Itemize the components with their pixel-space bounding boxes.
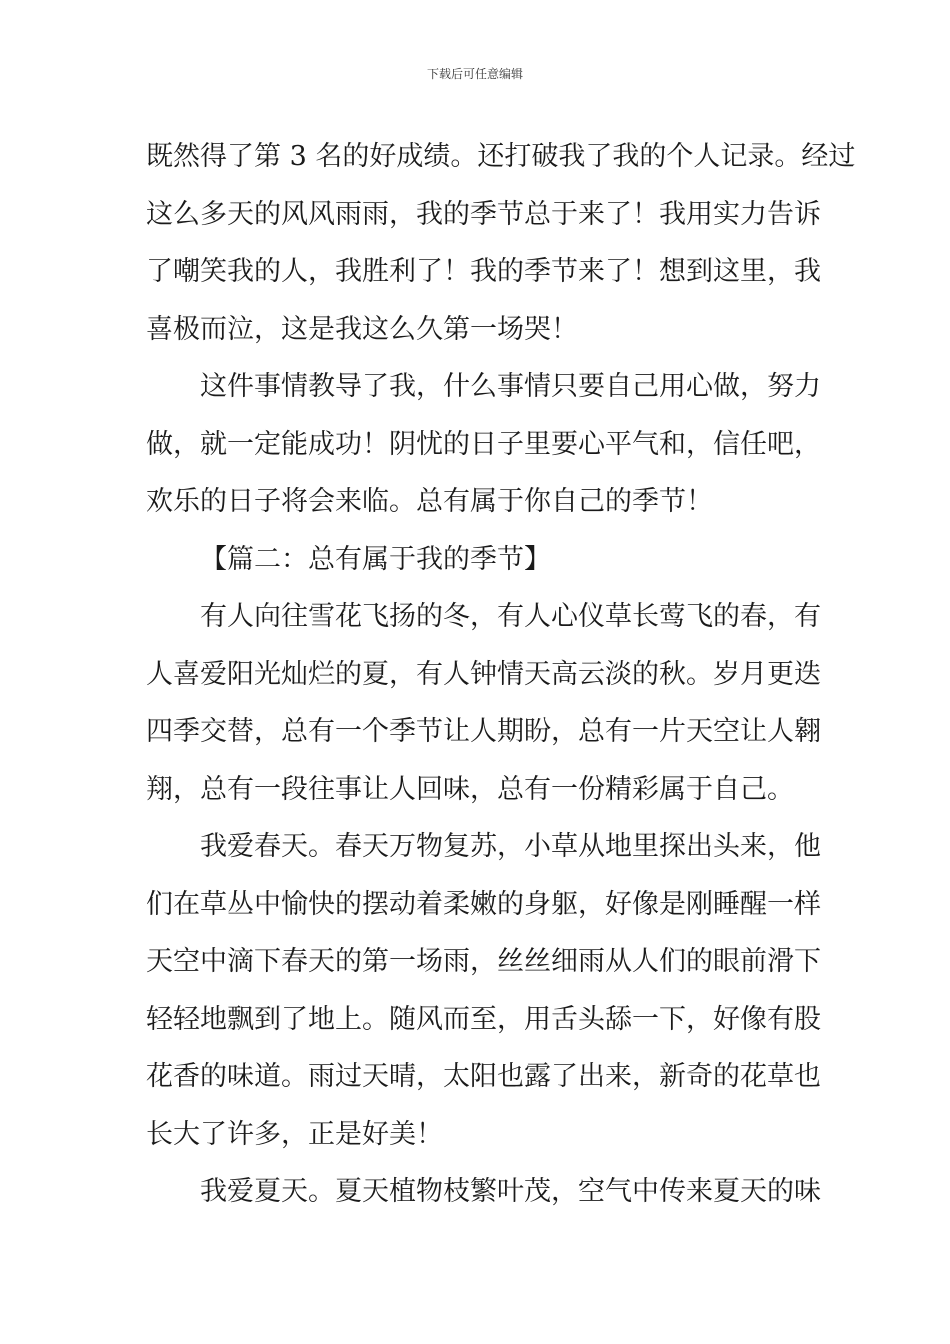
text-line: 这么多天的风风雨雨，我的季节总于来了！我用实力告诉 [146, 198, 821, 230]
text-line: 既然得了第 3 名的好成绩。还打破我了我的个人记录。经过 [146, 141, 856, 172]
text-line: 欢乐的日子将会来临。总有属于你自己的季节！ [146, 486, 713, 517]
text-line: 翔，总有一段往事让人回味，总有一份精彩属于自己。 [146, 773, 794, 805]
text-line: 天空中滴下春天的第一场雨，丝丝细雨从人们的眼前滑下 [146, 946, 821, 977]
page-header: 下载后可任意编辑 [426, 67, 523, 81]
paragraph-first-line: 有人向往雪花飞扬的冬，有人心仪草长莺飞的春，有 [200, 601, 821, 632]
document-body [146, 128, 856, 1221]
text-line: 轻轻地飘到了地上。随风而至，用舌头舔一下，好像有股 [146, 1003, 821, 1035]
text-line: 人喜爱阳光灿烂的夏，有人钟情天高云淡的秋。岁月更迭 [146, 658, 821, 690]
text-line: 做，就一定能成功！阴忧的日子里要心平气和，信任吧， [146, 428, 821, 460]
text-line: 花香的味道。雨过天晴，太阳也露了出来，新奇的花草也 [146, 1061, 821, 1092]
section-heading: 【篇二：总有属于我的季节】 [200, 543, 551, 575]
text-line: 了嘲笑我的人，我胜利了！我的季节来了！想到这里，我 [146, 256, 821, 287]
paragraph-first-line: 这件事情教导了我，什么事情只要自己用心做，努力 [200, 371, 821, 402]
paragraph-first-line: 我爱夏天。夏天植物枝繁叶茂，空气中传来夏天的味 [200, 1176, 821, 1207]
text-line: 喜极而泣，这是我这么久第一场哭！ [146, 313, 578, 345]
text-line: 四季交替，总有一个季节让人期盼，总有一片天空让人翱 [146, 716, 821, 747]
text-line: 长大了许多，正是好美！ [146, 1118, 443, 1150]
text-line: 们在草丛中愉快的摆动着柔嫩的身躯，好像是刚睡醒一样 [146, 888, 821, 920]
paragraph-first-line: 我爱春天。春天万物复苏，小草从地里探出头来，他 [200, 831, 821, 862]
